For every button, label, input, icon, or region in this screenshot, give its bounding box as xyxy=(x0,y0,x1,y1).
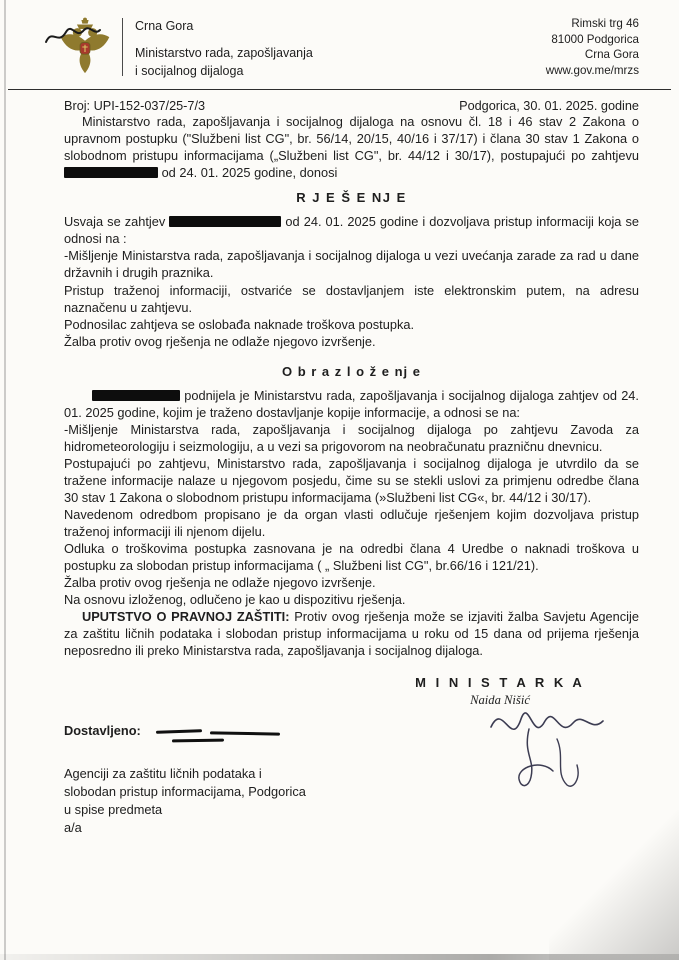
intro-text-after: od 24. 01. 2025 godine, donosi xyxy=(161,165,338,181)
delivered-block xyxy=(64,723,639,837)
decision-item: -Mišljenje Ministarstva rada, zapošljavanja i socijalnog dijaloga u vezi uvećanja zarade za rad u dane državnih i drugih praznika. xyxy=(64,248,639,281)
explanation-paragraph: Odluka o troškovima postupka zasnovana je na odredbi člana 4 Uredbe o naknadi troškova u postupku za slobodan pristup informacijama ( „ Službeni list CG", br.66/16 i 121/21). xyxy=(64,540,639,573)
explanation-paragraph xyxy=(64,387,639,421)
meta-row xyxy=(64,99,639,113)
minister-title: M I N I S T A R K A xyxy=(415,674,585,690)
decision-item: Podnosilac zahtjeva se oslobađa naknade troškova postupka. xyxy=(64,316,415,332)
minister-name: Naida Nišić xyxy=(470,692,530,707)
country-name: Crna Gora xyxy=(135,19,194,33)
delivered-line: u spise predmeta xyxy=(64,801,163,817)
explanation-title: O b r a z l o ž e nj e xyxy=(281,363,422,379)
redaction-bar xyxy=(92,390,180,401)
legal-notice-text: Protiv ovog rješenja može se izjaviti žalba Savjetu Agencije za zaštitu ličnih podataka i slobodan pristup informacijama u roku od 15 dana od prijema rješenja neposredno ili preko Ministarstva rada, zapošljavanja i socijalnog dijaloga. xyxy=(64,608,639,658)
header-divider xyxy=(122,18,123,76)
redaction-bar xyxy=(64,167,158,178)
delivered-label: Dostavljeno: xyxy=(64,722,141,738)
delivered-redaction-mark xyxy=(156,729,202,734)
delivered-head xyxy=(64,723,639,741)
explanation-p1-text: podnijela je Ministarstvu rada, zapošljavanja i socijalnog dijaloga zahtjev od 24. 01. 2025 godine, kojim je traženo dostavljanje kopije informacije, a odnosi se na: xyxy=(64,387,639,420)
delivered-redaction-mark xyxy=(172,738,224,742)
decision-opening xyxy=(64,213,639,247)
delivered-line: slobodan pristup informacijama, Podgorica xyxy=(64,783,306,799)
explanation-paragraph: Žalba protiv ovog rješenja ne odlaže njegovo izvršenje. xyxy=(64,574,376,590)
intro-paragraph xyxy=(64,113,639,181)
doc-number: Broj: UPI-152-037/25-7/3 xyxy=(64,99,206,114)
legal-notice-label: UPUTSTVO O PRAVNOJ ZAŠTITI: xyxy=(82,608,290,624)
explanation-paragraph: Na osnovu izloženog, odlučeno je kao u dispozitivu rješenja. xyxy=(64,591,406,607)
delivered-line: Agenciji za zaštitu ličnih podataka i xyxy=(64,765,262,781)
handwritten-mark-icon xyxy=(42,22,102,52)
ministry-name-line1: Ministarstvo rada, zapošljavanja xyxy=(135,46,313,61)
decision-title: R J E Š E NJ E xyxy=(296,190,407,206)
decision-item: Pristup traženoj informaciji, ostvariće se dostavljanjem iste elektronskim putem, na adresu naznačenu u zahtjevu. xyxy=(64,282,639,315)
address-country: Crna Gora xyxy=(584,48,639,62)
decision-opening-before: Usvaja se zahtjev xyxy=(64,214,166,230)
intro-text-before: Ministarstvo rada, zapošljavanja i socijalnog dijaloga na osnovu čl. 18 i 46 stav 2 Zakona o upravnom postupku ("Službeni list CG", br. 56/14, 20/15, 40/16 i 37/17) i člana 30 stav 1 Zakona o slobodnom pristupu informacijama („Službeni list CG", br. 44/12 i 30/17), postupajući po zahtjevu xyxy=(64,114,639,164)
address-city: 81000 Podgorica xyxy=(551,32,639,46)
website-text: www.gov.me/mrzs xyxy=(545,63,639,77)
explanation-paragraph: Navedenom odredbom propisano je da organ vlasti odlučuje rješenjem kojim dozvoljava pristup traženoj informaciji ili njenom dijelu. xyxy=(64,506,639,539)
redaction-bar xyxy=(169,216,281,227)
signature-block xyxy=(395,675,605,721)
delivered-lines xyxy=(64,765,639,837)
header-rule xyxy=(8,89,671,90)
explanation-paragraph: Postupajući po zahtjevu, Ministarstvo rada, zapošljavanja i socijalnog dijaloga je utvrdilo da se tražene informacije nalaze u njegovom posjedu, čime su se stekli uslovi za primjenu odredbe člana 30 stav 1 Zakona o slobodnom pristupu informacijama (»Službeni list CG«, br. 44/12 i 30/17). xyxy=(64,455,639,505)
address-street: Rimski trg 46 xyxy=(571,17,639,30)
legal-notice xyxy=(64,608,639,659)
decision-item: Žalba protiv ovog rješenja ne odlaže njegovo izvršenje. xyxy=(64,333,376,349)
place-date: Podgorica, 30. 01. 2025. godine xyxy=(459,99,639,114)
org-block xyxy=(135,16,313,80)
ministry-name-line2: i socijalnog dijaloga xyxy=(135,64,244,79)
delivered-line: a/a xyxy=(64,819,82,835)
address-block xyxy=(546,16,639,79)
decision-opening-after: od 24. 01. 2025 godine i dozvoljava pristup informaciji koja se odnosi na : xyxy=(64,214,639,247)
delivered-redaction-mark xyxy=(210,731,280,735)
header xyxy=(64,16,639,80)
explanation-paragraph: -Mišljenje Ministarstva rada, zapošljavanja i socijalnog dijaloga po zahtjevu Zavoda za hidrometeorologiju i seizmologiju, a u vezi sa prigovorom na neobračunatu prazničnu dnevnicu. xyxy=(64,421,639,454)
